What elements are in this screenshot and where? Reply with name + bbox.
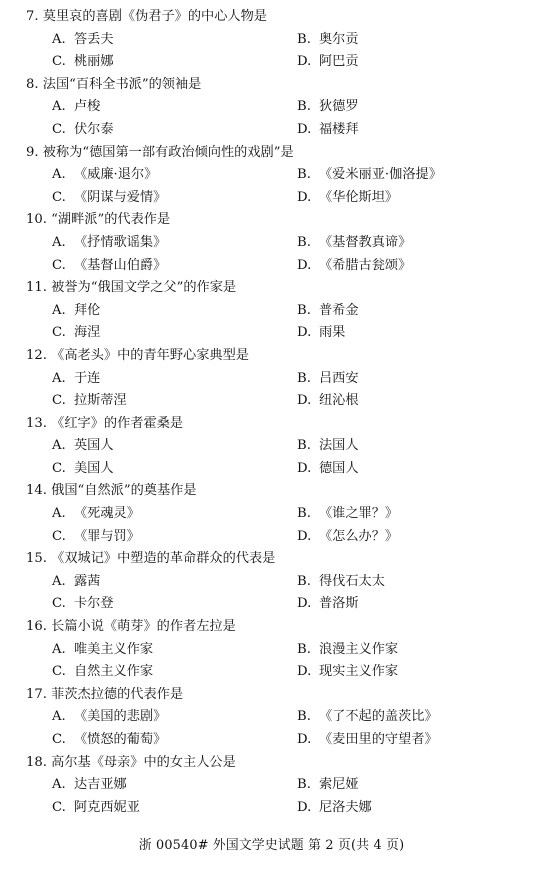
answer-option: [297, 571, 385, 594]
option-text: 《罪与罚》: [74, 528, 140, 544]
option-letter: D.: [297, 664, 312, 680]
answer-option: [297, 29, 359, 52]
option-row: [0, 51, 543, 74]
option-text: 《死魂灵》: [74, 506, 140, 522]
answer-option: [52, 571, 100, 594]
option-text: 《华伦斯坦》: [319, 189, 399, 205]
option-text: 德国人: [319, 460, 359, 476]
option-letter: D.: [297, 528, 312, 544]
option-letter: A.: [52, 438, 66, 454]
option-text: 《阴谋与爱情》: [74, 189, 167, 205]
option-letter: A.: [52, 777, 66, 793]
question-item: [0, 480, 543, 548]
answer-option: [297, 96, 359, 119]
option-text: 拉斯蒂涅: [74, 393, 127, 409]
answer-option: [297, 51, 359, 74]
option-row: [0, 458, 543, 481]
option-text: 答丢夫: [74, 31, 114, 47]
option-letter: A.: [52, 31, 66, 47]
option-row: [0, 503, 543, 526]
answer-option: [297, 435, 359, 458]
option-letter: C.: [52, 732, 66, 747]
option-text: 《基督教真谛》: [319, 234, 412, 250]
option-row: [0, 390, 543, 413]
answer-option: [297, 729, 438, 752]
option-text: 拜伦: [74, 302, 101, 318]
option-text: 《了不起的盖茨比》: [319, 709, 438, 725]
question-item: [0, 684, 543, 752]
option-letter: B.: [297, 31, 311, 47]
option-text: 福楼拜: [319, 121, 359, 137]
option-row: [0, 300, 543, 323]
option-text: 浪漫主义作家: [319, 641, 399, 657]
option-text: 《基督山伯爵》: [74, 257, 167, 273]
option-text: 奥尔贡: [319, 31, 359, 47]
question-item: [0, 142, 543, 210]
option-text: 《威廉·退尔》: [74, 167, 158, 183]
question-item: [0, 752, 543, 820]
answer-option: [297, 300, 359, 323]
answer-option: [52, 458, 114, 481]
question-item: [0, 616, 543, 684]
option-text: 《愤怒的葡萄》: [74, 732, 167, 747]
answer-option: [52, 119, 114, 142]
question-stem: 15. 《双城记》中塑造的革命群众的代表是: [26, 551, 276, 567]
answer-option: [52, 255, 166, 278]
option-text: 卡尔登: [74, 596, 114, 612]
option-text: 唯美主义作家: [74, 641, 154, 657]
option-row: [0, 96, 543, 119]
option-row: [0, 774, 543, 797]
option-letter: A.: [52, 99, 66, 115]
option-text: 英国人: [74, 438, 114, 454]
answer-option: [297, 661, 398, 684]
option-letter: B.: [297, 438, 311, 454]
answer-option: [297, 164, 442, 187]
option-letter: C.: [52, 393, 66, 409]
option-text: 海涅: [74, 325, 101, 341]
option-text: 得伐石太太: [319, 573, 385, 589]
option-text: 《希腊古瓮颂》: [319, 257, 412, 273]
option-letter: B.: [297, 99, 311, 115]
question-stem: 7. 莫里哀的喜剧《伪君子》的中心人物是: [26, 9, 267, 24]
answer-option: [52, 774, 127, 797]
answer-option: [297, 639, 398, 662]
answer-option: [297, 232, 411, 255]
answer-option: [52, 435, 114, 458]
option-text: 纽沁根: [319, 393, 359, 409]
option-letter: B.: [297, 506, 311, 522]
option-letter: A.: [52, 167, 66, 183]
option-letter: C.: [52, 54, 66, 70]
option-letter: D.: [297, 121, 312, 137]
option-row: [0, 255, 543, 278]
option-row: [0, 639, 543, 662]
option-text: 伏尔泰: [74, 121, 114, 137]
answer-option: [52, 797, 140, 820]
answer-option: [52, 706, 166, 729]
option-text: 雨果: [319, 325, 346, 341]
answer-option: [297, 322, 345, 345]
option-letter: D.: [297, 732, 312, 747]
option-letter: C.: [52, 460, 66, 476]
question-stem: 13. 《红字》的作者霍桑是: [26, 415, 184, 431]
option-text: 卢梭: [74, 99, 101, 115]
option-text: 《谁之罪？》: [319, 506, 399, 522]
question-item: [0, 209, 543, 277]
option-text: 桃丽娜: [74, 54, 114, 70]
page-footer: 浙 00540# 外国文学史试题 第 2 页(共 4 页): [138, 838, 405, 853]
question-item: [0, 277, 543, 345]
question-stem: 16. 长篇小说《萌芽》的作者左拉是: [26, 619, 236, 635]
answer-option: [297, 187, 398, 210]
answer-option: [297, 503, 398, 526]
question-stem: 12. 《高老头》中的青年野心家典型是: [26, 347, 249, 363]
question-stem: 18. 高尔基《母亲》中的女主人公是: [26, 754, 236, 770]
question-list: [0, 6, 543, 819]
option-row: [0, 29, 543, 52]
option-letter: A.: [52, 709, 66, 725]
option-letter: C.: [52, 257, 66, 273]
question-stem: 17. 菲茨杰拉德的代表作是: [26, 686, 184, 702]
option-letter: A.: [52, 506, 66, 522]
option-row: [0, 571, 543, 594]
option-text: 现实主义作家: [319, 664, 399, 680]
answer-option: [52, 300, 100, 323]
option-text: 尼洛夫娜: [319, 799, 372, 815]
option-letter: C.: [52, 189, 66, 205]
answer-option: [52, 322, 100, 345]
question-item: [0, 548, 543, 616]
option-text: 《麦田里的守望者》: [319, 732, 438, 747]
option-letter: C.: [52, 799, 66, 815]
option-text: 《抒情歌谣集》: [74, 234, 167, 250]
question-stem: 8. 法国“百科全书派”的领袖是: [26, 76, 202, 92]
option-row: [0, 187, 543, 210]
answer-option: [52, 232, 166, 255]
answer-option: [297, 458, 359, 481]
option-text: 美国人: [74, 460, 114, 476]
option-letter: A.: [52, 234, 66, 250]
answer-option: [52, 526, 140, 549]
question-item: [0, 74, 543, 142]
option-row: [0, 368, 543, 391]
question-stem: 14. 俄国“自然派”的奠基作是: [26, 483, 197, 499]
answer-option: [297, 526, 398, 549]
option-letter: B.: [297, 573, 311, 589]
answer-option: [52, 96, 100, 119]
option-row: [0, 119, 543, 142]
option-text: 阿巴贡: [319, 54, 359, 70]
answer-option: [297, 368, 359, 391]
answer-option: [52, 639, 153, 662]
option-row: [0, 661, 543, 684]
option-text: 索尼娅: [319, 777, 359, 793]
answer-option: [52, 187, 166, 210]
option-letter: D.: [297, 799, 312, 815]
option-text: 于连: [74, 370, 101, 386]
option-text: 露茜: [74, 573, 101, 589]
answer-option: [297, 390, 359, 413]
question-stem: 10. “湖畔派”的代表作是: [26, 212, 171, 228]
option-letter: A.: [52, 302, 66, 318]
option-row: [0, 593, 543, 616]
answer-option: [52, 729, 166, 752]
option-letter: A.: [52, 370, 66, 386]
option-letter: B.: [297, 709, 311, 725]
option-letter: B.: [297, 302, 311, 318]
option-letter: C.: [52, 664, 66, 680]
option-text: 《美国的悲剧》: [74, 709, 167, 725]
option-text: 法国人: [319, 438, 359, 454]
question-item: [0, 6, 543, 74]
question-stem: 9. 被称为“德国第一部有政治倾向性的戏剧”是: [26, 144, 294, 160]
option-letter: B.: [297, 234, 311, 250]
option-letter: D.: [297, 393, 312, 409]
option-letter: D.: [297, 325, 312, 341]
option-letter: B.: [297, 777, 311, 793]
option-text: 普希金: [319, 302, 359, 318]
option-text: 吕西安: [319, 370, 359, 386]
option-row: [0, 729, 543, 752]
answer-option: [52, 661, 153, 684]
answer-option: [297, 593, 359, 616]
option-letter: D.: [297, 596, 312, 612]
answer-option: [52, 593, 114, 616]
answer-option: [297, 797, 372, 820]
option-letter: C.: [52, 596, 66, 612]
option-letter: B.: [297, 641, 311, 657]
option-letter: B.: [297, 167, 311, 183]
option-text: 普洛斯: [319, 596, 359, 612]
option-text: 阿克西妮亚: [74, 799, 140, 815]
question-item: [0, 345, 543, 413]
answer-option: [297, 255, 411, 278]
option-text: 《爱米丽亚·伽洛提》: [319, 167, 442, 183]
question-item: [0, 413, 543, 481]
answer-option: [52, 503, 140, 526]
question-stem: 11. 被誉为“俄国文学之父”的作家是: [26, 280, 237, 296]
option-letter: D.: [297, 189, 312, 205]
option-row: [0, 435, 543, 458]
option-letter: D.: [297, 54, 312, 70]
answer-option: [52, 368, 100, 391]
answer-option: [52, 390, 127, 413]
option-row: [0, 322, 543, 345]
answer-option: [52, 51, 114, 74]
option-text: 《怎么办？》: [319, 528, 399, 544]
option-row: [0, 232, 543, 255]
option-row: [0, 164, 543, 187]
option-row: [0, 526, 543, 549]
answer-option: [297, 119, 359, 142]
option-letter: A.: [52, 573, 66, 589]
option-letter: B.: [297, 370, 311, 386]
option-text: 达吉亚娜: [74, 777, 127, 793]
option-letter: A.: [52, 641, 66, 657]
answer-option: [297, 774, 359, 797]
option-row: [0, 706, 543, 729]
answer-option: [52, 164, 157, 187]
option-text: 狄德罗: [319, 99, 359, 115]
option-letter: D.: [297, 460, 312, 476]
option-letter: C.: [52, 121, 66, 137]
option-letter: D.: [297, 257, 312, 273]
answer-option: [297, 706, 438, 729]
option-row: [0, 797, 543, 820]
option-letter: C.: [52, 528, 66, 544]
answer-option: [52, 29, 114, 52]
option-letter: C.: [52, 325, 66, 341]
option-text: 自然主义作家: [74, 664, 154, 680]
